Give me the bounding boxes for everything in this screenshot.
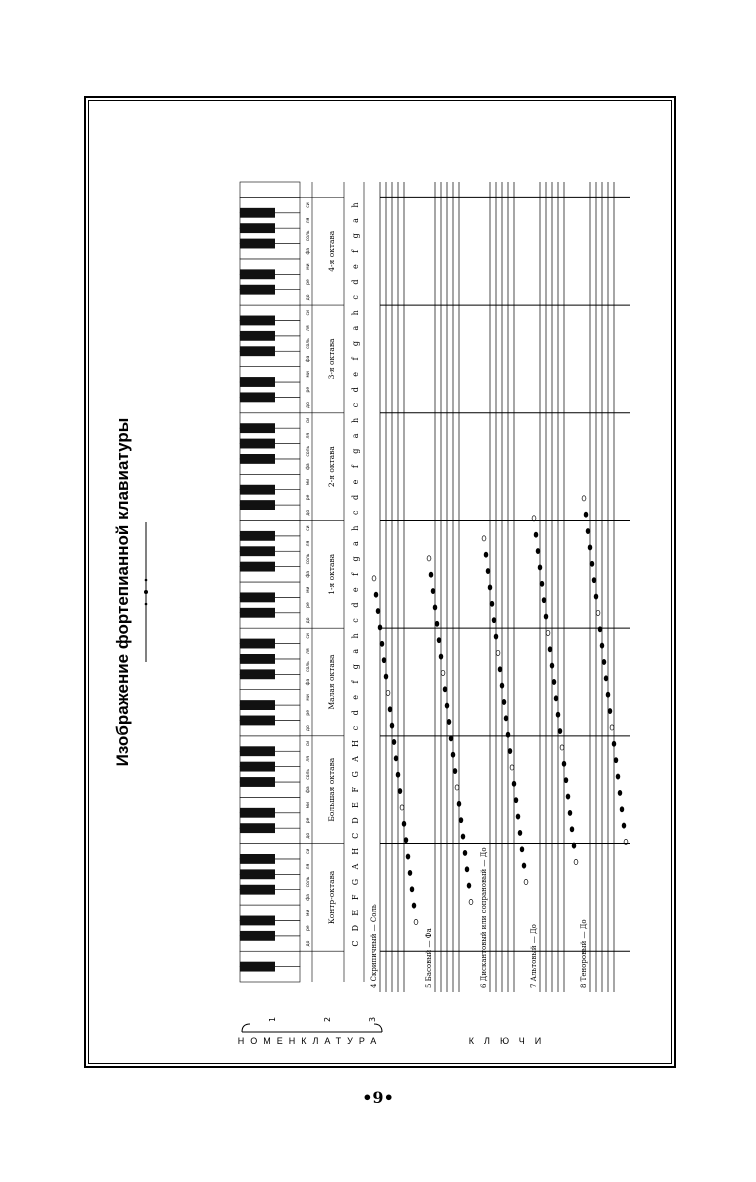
octave-name: 3-я октава xyxy=(327,338,336,380)
note-head xyxy=(514,798,518,803)
note-head xyxy=(612,741,616,746)
note-head xyxy=(610,725,614,730)
black-key xyxy=(240,854,275,864)
note-syllable: ля xyxy=(306,325,311,331)
note-head xyxy=(590,561,594,566)
note-head xyxy=(602,659,606,664)
row-number-2: 2 xyxy=(323,1016,332,1022)
note-head xyxy=(457,801,461,806)
octave-names-row xyxy=(300,182,344,982)
black-key xyxy=(240,269,275,279)
note-head xyxy=(492,618,496,623)
clef-staves xyxy=(370,182,630,992)
note-head xyxy=(396,772,400,777)
note-letter: D xyxy=(351,817,360,824)
black-key xyxy=(240,316,275,326)
black-key xyxy=(240,700,275,710)
note-syllable: ре xyxy=(306,279,311,285)
note-letter: d xyxy=(351,387,360,393)
black-key xyxy=(240,485,275,495)
note-syllable: ре xyxy=(306,925,311,931)
note-head xyxy=(550,663,554,668)
note-head xyxy=(520,847,524,852)
note-head xyxy=(412,903,416,908)
note-letter: e xyxy=(351,587,360,593)
note-head xyxy=(437,638,441,643)
note-head xyxy=(570,827,574,832)
black-key xyxy=(240,392,275,402)
note-head xyxy=(469,899,473,904)
note-letter: h xyxy=(351,417,360,424)
black-key xyxy=(240,762,275,772)
note-head xyxy=(510,765,514,770)
note-syllable: соль xyxy=(306,768,311,780)
black-key xyxy=(240,239,275,249)
note-head xyxy=(554,696,558,701)
note-head xyxy=(386,690,390,695)
note-letter: g xyxy=(351,448,360,454)
note-head xyxy=(439,654,443,659)
note-syllable: соль xyxy=(306,876,311,888)
note-syllable: ре xyxy=(306,817,311,824)
black-key xyxy=(240,454,275,464)
note-syllable: ми xyxy=(306,694,311,701)
note-head xyxy=(384,674,388,679)
note-syllable: си xyxy=(306,740,311,747)
clef-name: 7 Альтовый — До xyxy=(530,924,538,988)
note-head xyxy=(482,536,486,541)
note-letter: A xyxy=(351,863,360,870)
note-head xyxy=(540,581,544,586)
note-letter: h xyxy=(351,202,360,208)
black-key xyxy=(240,654,275,664)
note-syllable: ре xyxy=(306,602,311,608)
black-key xyxy=(240,808,275,818)
note-syllable: соль xyxy=(306,553,311,565)
black-key xyxy=(240,285,275,295)
note-head xyxy=(390,723,394,728)
note-head xyxy=(445,703,449,708)
note-head xyxy=(427,556,431,561)
note-letter: f xyxy=(351,465,360,469)
note-syllable: соль xyxy=(306,661,311,672)
note-head xyxy=(542,598,546,603)
note-letter: e xyxy=(351,695,360,700)
note-letter: C xyxy=(351,832,360,839)
note-head xyxy=(534,532,538,537)
black-key xyxy=(240,223,275,233)
note-head xyxy=(408,870,412,875)
note-syllable: ми xyxy=(306,371,311,378)
note-letter: C xyxy=(351,940,360,947)
note-head xyxy=(406,854,410,859)
black-key xyxy=(240,962,275,972)
note-head xyxy=(558,728,562,733)
note-head xyxy=(392,739,396,744)
note-head xyxy=(592,578,596,583)
note-letter: e xyxy=(351,479,360,485)
black-key xyxy=(240,562,275,572)
note-head xyxy=(502,699,506,704)
note-letter: H xyxy=(351,847,360,855)
note-syllable: соль xyxy=(306,230,311,242)
note-head xyxy=(382,658,386,663)
note-head xyxy=(582,496,586,501)
note-head xyxy=(600,643,604,648)
note-head xyxy=(498,667,502,672)
note-head xyxy=(435,621,439,626)
note-letter: h xyxy=(351,310,360,316)
note-head xyxy=(490,601,494,606)
note-letter: f xyxy=(351,357,360,361)
note-letter: f xyxy=(351,680,360,684)
row-number-1: 1 xyxy=(268,1016,277,1022)
note-syllable: до xyxy=(306,617,311,624)
note-head xyxy=(402,821,406,826)
note-head xyxy=(584,512,588,517)
black-key xyxy=(240,869,275,879)
note-head xyxy=(388,707,392,712)
note-syllable: си xyxy=(306,417,311,424)
note-letter: f xyxy=(351,572,360,576)
title-ornament xyxy=(144,522,148,662)
note-letter: a xyxy=(351,433,360,439)
octave-name: Большая октава xyxy=(327,757,336,822)
note-syllable: фа xyxy=(306,786,311,793)
black-key xyxy=(240,777,275,787)
note-letter: F xyxy=(351,786,360,793)
note-head xyxy=(588,545,592,550)
note-head xyxy=(376,608,380,613)
octave-name: Контр-октава xyxy=(327,870,336,925)
note-head xyxy=(586,528,590,533)
note-letter: c xyxy=(351,510,360,516)
note-letter: g xyxy=(351,664,360,670)
note-head xyxy=(463,850,467,855)
black-key xyxy=(240,916,275,926)
keys-label: КЛЮЧИ xyxy=(468,1036,552,1046)
note-letter: g xyxy=(351,556,360,562)
note-syllable: ми xyxy=(306,478,311,486)
note-letter: e xyxy=(351,371,360,377)
black-key xyxy=(240,608,275,618)
note-syllable: ре xyxy=(306,386,311,393)
octave-name: 2-я октава xyxy=(327,446,336,488)
note-head xyxy=(614,758,618,763)
note-head xyxy=(429,572,433,577)
note-syllable: ми xyxy=(306,263,311,270)
note-syllable: фа xyxy=(306,894,311,901)
keyboard-diagram xyxy=(90,102,670,1062)
note-head xyxy=(414,919,418,924)
note-syllable: си xyxy=(306,310,311,316)
note-head xyxy=(467,883,471,888)
note-letter: a xyxy=(351,325,360,331)
note-syllable: си xyxy=(306,525,311,531)
note-syllable: до xyxy=(306,402,311,409)
note-letter: A xyxy=(351,756,360,762)
note-letter: G xyxy=(351,878,360,886)
nomenclature-label: НОМЕНКЛАТУРА xyxy=(237,1036,383,1046)
note-syllable: ля xyxy=(306,217,311,224)
note-letter: G xyxy=(351,771,360,778)
note-letter: F xyxy=(351,894,360,901)
piano-keyboard xyxy=(240,182,300,982)
note-letter: c xyxy=(351,295,360,300)
note-syllable: соль xyxy=(306,338,311,349)
note-letter: E xyxy=(351,909,360,916)
black-key xyxy=(240,823,275,833)
note-syllable: ля xyxy=(306,648,311,655)
note-head xyxy=(459,818,463,823)
note-syllable: си xyxy=(306,848,311,854)
note-letter: d xyxy=(351,710,360,716)
black-key xyxy=(240,746,275,756)
note-syllable: си xyxy=(306,633,311,639)
note-letter: h xyxy=(351,525,360,531)
note-head xyxy=(574,859,578,864)
note-head xyxy=(461,834,465,839)
note-head xyxy=(394,756,398,761)
note-head xyxy=(398,788,402,793)
note-head xyxy=(536,548,540,553)
note-head xyxy=(451,752,455,757)
note-syllable: фа xyxy=(306,463,311,470)
note-head xyxy=(449,736,453,741)
note-head xyxy=(622,823,626,828)
octave-name: 4-я октава xyxy=(327,230,336,272)
note-letter: a xyxy=(351,648,360,654)
page-title: Изображение фортепианной клавиатуры xyxy=(113,417,132,767)
note-syllable: си xyxy=(306,202,311,208)
note-head xyxy=(544,614,548,619)
note-syllable: соль xyxy=(306,445,311,457)
note-head xyxy=(404,838,408,843)
note-letter: f xyxy=(351,249,360,253)
note-head xyxy=(568,810,572,815)
note-syllable: фа xyxy=(306,571,311,578)
note-letter: H xyxy=(351,740,360,748)
note-letter: a xyxy=(351,541,360,546)
note-head xyxy=(596,610,600,615)
note-letter: g xyxy=(351,340,360,347)
note-head xyxy=(508,748,512,753)
black-key xyxy=(240,592,275,602)
note-head xyxy=(400,805,404,810)
black-key xyxy=(240,546,275,556)
note-head xyxy=(560,745,564,750)
note-letter: h xyxy=(351,633,360,639)
note-head xyxy=(618,790,622,795)
note-head xyxy=(556,712,560,717)
note-letter: c xyxy=(351,618,360,623)
note-head xyxy=(486,568,490,573)
note-syllable: ми xyxy=(306,801,311,809)
note-letter: D xyxy=(351,924,360,932)
note-syllable: до xyxy=(306,832,311,839)
nomenclature-bracket xyxy=(242,1024,382,1032)
black-key xyxy=(240,500,275,510)
clef-name: 4 Скрипичный — Соль xyxy=(370,904,378,988)
black-key xyxy=(240,346,275,356)
note-letter: d xyxy=(351,602,360,608)
note-head xyxy=(620,807,624,812)
black-key xyxy=(240,377,275,387)
note-letter: c xyxy=(351,402,360,408)
note-head xyxy=(380,641,384,646)
note-head xyxy=(516,814,520,819)
black-key xyxy=(240,439,275,449)
note-syllable: фа xyxy=(306,355,311,363)
note-head xyxy=(548,647,552,652)
page-number: •9• xyxy=(362,1088,394,1107)
note-head xyxy=(564,778,568,783)
note-head xyxy=(616,774,620,779)
note-syllable: ля xyxy=(306,433,311,439)
note-head xyxy=(524,879,528,884)
note-head xyxy=(484,552,488,557)
note-syllable: до xyxy=(306,940,311,947)
black-key xyxy=(240,639,275,649)
note-head xyxy=(506,732,510,737)
clef-name: 5 Басовый — Фа xyxy=(425,928,433,988)
note-head xyxy=(512,781,516,786)
note-head xyxy=(500,683,504,688)
note-syllable: ля xyxy=(306,540,311,547)
note-letter: e xyxy=(351,264,360,269)
black-key xyxy=(240,423,275,433)
note-head xyxy=(538,565,542,570)
note-head xyxy=(488,585,492,590)
note-head xyxy=(546,630,550,635)
note-head xyxy=(604,676,608,681)
octave-name: Малая октава xyxy=(327,654,336,710)
note-head xyxy=(433,605,437,610)
note-letter: g xyxy=(351,233,360,239)
note-letter: d xyxy=(351,494,360,500)
note-syllable: ля xyxy=(306,863,311,870)
note-head xyxy=(504,716,508,721)
octave-name: 1-я октава xyxy=(327,553,336,595)
white-key xyxy=(240,182,300,197)
note-head xyxy=(606,692,610,697)
note-letter: a xyxy=(351,218,360,223)
black-key xyxy=(240,208,275,218)
note-letter: E xyxy=(351,802,360,808)
note-head xyxy=(431,588,435,593)
note-head xyxy=(562,761,566,766)
note-syllable: ми xyxy=(306,586,311,593)
black-key xyxy=(240,885,275,895)
note-syllable: ля xyxy=(306,756,311,762)
note-syllable: фа xyxy=(306,247,311,255)
note-head xyxy=(453,768,457,773)
note-syllable: ре xyxy=(306,709,311,716)
note-head xyxy=(566,794,570,799)
note-letters-row xyxy=(351,182,364,982)
black-key xyxy=(240,331,275,341)
note-head xyxy=(494,634,498,639)
note-head xyxy=(455,785,459,790)
black-key xyxy=(240,931,275,941)
note-head xyxy=(598,627,602,632)
note-head xyxy=(518,830,522,835)
note-letter: d xyxy=(351,279,360,285)
clef-name: 8 Теноровый — До xyxy=(580,919,588,988)
note-head xyxy=(441,670,445,675)
note-syllable: до xyxy=(306,725,311,732)
note-syllable: до xyxy=(306,294,311,301)
note-head xyxy=(443,687,447,692)
note-head xyxy=(552,679,556,684)
note-head xyxy=(465,867,469,872)
note-letter: c xyxy=(351,725,360,731)
black-key xyxy=(240,716,275,726)
note-head xyxy=(594,594,598,599)
black-key xyxy=(240,531,275,541)
note-head xyxy=(378,625,382,630)
note-head xyxy=(447,719,451,724)
black-key xyxy=(240,669,275,679)
note-syllable: фа xyxy=(306,678,311,686)
row-number-3: 3 xyxy=(368,1016,377,1022)
note-syllable: до xyxy=(306,509,311,516)
note-head xyxy=(372,576,376,581)
note-head xyxy=(522,863,526,868)
note-head xyxy=(608,708,612,713)
note-syllable: ми xyxy=(306,909,311,916)
note-syllable: ре xyxy=(306,494,311,501)
note-head xyxy=(410,887,414,892)
clef-name: 6 Дискантовый или сопрановый — До xyxy=(480,847,488,988)
note-head xyxy=(374,592,378,597)
note-head xyxy=(496,650,500,655)
